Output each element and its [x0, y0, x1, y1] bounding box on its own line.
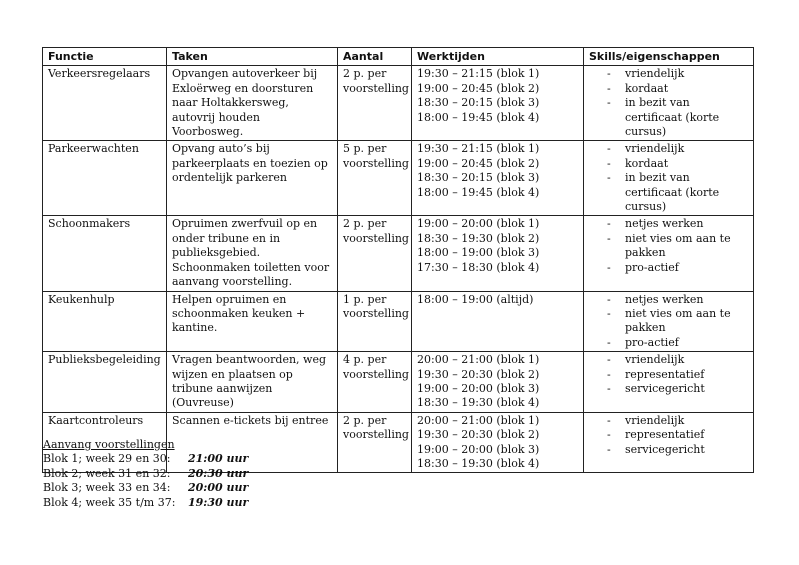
table-body — [43, 66, 754, 473]
aanvang-label: Blok 1; week 29 en 30: — [43, 452, 171, 466]
cell-functie: Verkeersregelaars — [43, 66, 167, 141]
aanvang-item — [43, 496, 248, 510]
werktijd-entry: 19:30 – 20:30 (blok 2) — [417, 428, 540, 442]
skill-item — [589, 353, 749, 367]
werktijd-entry: 18:30 – 20:15 (blok 3) — [417, 171, 540, 185]
header-skills: Skills/eigenschappen — [584, 48, 754, 66]
skills-list — [589, 293, 749, 351]
skill-item — [589, 293, 749, 307]
werktijd-entry: 19:00 – 20:00 (blok 1) — [417, 217, 540, 231]
skill-text: representatief — [625, 428, 705, 442]
skill-text: pro-actief — [625, 335, 679, 349]
schedule-table — [42, 47, 754, 473]
skill-item — [589, 96, 749, 139]
aanvang-item — [43, 452, 248, 466]
cell-functie: Parkeerwachten — [43, 141, 167, 216]
aanvang-label: Blok 2; week 31 en 32: — [43, 466, 171, 480]
skills-list — [589, 142, 749, 214]
dash-bullet-icon: - — [607, 442, 611, 456]
skill-text: vriendelijk — [625, 67, 685, 81]
aanvang-title: Aanvang voorstellingen — [43, 438, 175, 451]
cell-taken: Opvangen autoverkeer bij Exloërweg en doorsturen naar Holtakkersweg, autovrij houden Voorbosweg. — [167, 66, 338, 141]
cell-werktijden — [412, 352, 584, 413]
skill-item — [589, 82, 749, 96]
werktijd-entry: 18:30 – 19:30 (blok 4) — [417, 396, 540, 410]
header-functie: Functie — [43, 48, 167, 66]
skill-text: servicegericht — [625, 381, 705, 395]
dash-bullet-icon: - — [607, 81, 611, 95]
skill-text: niet vies om aan te pakken — [625, 306, 731, 335]
dash-bullet-icon: - — [607, 142, 611, 156]
werktijd-entry: 18:30 – 19:30 (blok 4) — [417, 456, 540, 470]
cell-skills — [584, 216, 754, 291]
skill-item — [589, 368, 749, 382]
header-werktijden: Werktijden — [412, 48, 584, 66]
aanvang-item — [43, 481, 248, 495]
dash-bullet-icon: - — [607, 381, 611, 395]
cell-aantal: 2 p. per voorstelling — [338, 412, 412, 473]
werktijd-entry: 20:00 – 21:00 (blok 1) — [417, 353, 540, 367]
skill-item — [589, 157, 749, 171]
skills-list — [589, 353, 749, 396]
header-taken: Taken — [167, 48, 338, 66]
table-row — [43, 141, 754, 216]
skill-text: in bezit van certificaat (korte cursus) — [625, 171, 720, 214]
skill-text: netjes werken — [625, 292, 704, 306]
table-row — [43, 66, 754, 141]
cell-skills — [584, 291, 754, 352]
skill-item — [589, 382, 749, 396]
cell-skills — [584, 412, 754, 473]
skills-list — [589, 67, 749, 139]
dash-bullet-icon: - — [607, 260, 611, 274]
table-row — [43, 352, 754, 413]
dash-bullet-icon: - — [607, 335, 611, 349]
aanvang-time: 19:30 uur — [188, 495, 249, 509]
cell-aantal: 2 p. per voorstelling — [338, 216, 412, 291]
werktijd-entry: 19:00 – 20:00 (blok 3) — [417, 381, 540, 395]
skill-text: representatief — [625, 367, 705, 381]
skill-item — [589, 171, 749, 214]
cell-aantal: 2 p. per voorstelling — [338, 66, 412, 141]
skill-item — [589, 307, 749, 336]
cell-aantal: 4 p. per voorstelling — [338, 352, 412, 413]
dash-bullet-icon: - — [607, 171, 611, 185]
aanvang-section — [43, 438, 248, 510]
werktijd-entry: 18:30 – 19:30 (blok 2) — [417, 231, 540, 245]
cell-taken: Opruimen zwerfvuil op en onder tribune en in publieksgebied. Schoonmaken toiletten voor aanvang voorstelling. — [167, 216, 338, 291]
werktijd-entry: 17:30 – 18:30 (blok 4) — [417, 260, 540, 274]
werktijd-entry: 18:00 – 19:00 (blok 3) — [417, 246, 540, 260]
skill-text: kordaat — [625, 156, 669, 170]
werktijd-entry: 18:00 – 19:00 (altijd) — [417, 292, 534, 306]
dash-bullet-icon: - — [607, 217, 611, 231]
cell-werktijden — [412, 412, 584, 473]
table-row — [43, 216, 754, 291]
table-header-row — [43, 48, 754, 66]
dash-bullet-icon: - — [607, 367, 611, 381]
skill-text: kordaat — [625, 81, 669, 95]
cell-functie: Keukenhulp — [43, 291, 167, 352]
aanvang-list — [43, 452, 248, 510]
skill-item — [589, 414, 749, 428]
skill-text: in bezit van certificaat (korte cursus) — [625, 96, 720, 139]
dash-bullet-icon: - — [607, 413, 611, 427]
skill-text: pro-actief — [625, 260, 679, 274]
cell-werktijden — [412, 291, 584, 352]
dash-bullet-icon: - — [607, 306, 611, 320]
skill-text: niet vies om aan te pakken — [625, 231, 731, 260]
skill-item — [589, 67, 749, 81]
skill-item — [589, 142, 749, 156]
dash-bullet-icon: - — [607, 353, 611, 367]
cell-functie: Publieksbegeleiding — [43, 352, 167, 413]
werktijd-entry: 18:30 – 20:15 (blok 3) — [417, 96, 540, 110]
cell-taken: Vragen beantwoorden, weg wijzen en plaatsen op tribune aanwijzen (Ouvreuse) — [167, 352, 338, 413]
dash-bullet-icon: - — [607, 96, 611, 110]
werktijd-entry: 19:30 – 20:30 (blok 2) — [417, 367, 540, 381]
cell-skills — [584, 352, 754, 413]
cell-skills — [584, 66, 754, 141]
skill-text: servicegericht — [625, 442, 705, 456]
cell-aantal: 1 p. per voorstelling — [338, 291, 412, 352]
werktijd-entry: 18:00 – 19:45 (blok 4) — [417, 110, 540, 124]
skills-list — [589, 217, 749, 275]
cell-werktijden — [412, 216, 584, 291]
cell-taken: Opvang auto’s bij parkeerplaats en toezien op ordentelijk parkeren — [167, 141, 338, 216]
aanvang-item — [43, 467, 248, 481]
skill-text: vriendelijk — [625, 413, 685, 427]
werktijd-entry: 19:30 – 21:15 (blok 1) — [417, 67, 540, 81]
skills-list — [589, 414, 749, 457]
cell-skills — [584, 141, 754, 216]
table-row — [43, 291, 754, 352]
skill-item — [589, 261, 749, 275]
dash-bullet-icon: - — [607, 156, 611, 170]
cell-taken: Helpen opruimen en schoonmaken keuken + kantine. — [167, 291, 338, 352]
cell-functie: Schoonmakers — [43, 216, 167, 291]
cell-werktijden — [412, 66, 584, 141]
skill-item — [589, 428, 749, 442]
aanvang-label: Blok 4; week 35 t/m 37: — [43, 495, 176, 509]
skill-item — [589, 336, 749, 350]
skill-item — [589, 443, 749, 457]
dash-bullet-icon: - — [607, 67, 611, 81]
dash-bullet-icon: - — [607, 231, 611, 245]
werktijd-entry: 19:30 – 21:15 (blok 1) — [417, 142, 540, 156]
cell-werktijden — [412, 141, 584, 216]
aanvang-label: Blok 3; week 33 en 34: — [43, 481, 171, 495]
cell-taken: Scannen e-tickets bij entree — [167, 412, 338, 473]
skill-item — [589, 217, 749, 231]
aanvang-time: 21:00 uur — [188, 452, 249, 466]
skill-text: vriendelijk — [625, 353, 685, 367]
werktijd-entry: 20:00 – 21:00 (blok 1) — [417, 413, 540, 427]
werktijd-entry: 19:00 – 20:45 (blok 2) — [417, 156, 540, 170]
dash-bullet-icon: - — [607, 428, 611, 442]
cell-aantal: 5 p. per voorstelling — [338, 141, 412, 216]
aanvang-time: 20:00 uur — [188, 481, 249, 495]
aanvang-time: 20:30 uur — [188, 466, 249, 480]
skill-item — [589, 232, 749, 261]
skill-text: vriendelijk — [625, 142, 685, 156]
skill-text: netjes werken — [625, 217, 704, 231]
dash-bullet-icon: - — [607, 292, 611, 306]
werktijd-entry: 19:00 – 20:45 (blok 2) — [417, 81, 540, 95]
werktijd-entry: 19:00 – 20:00 (blok 3) — [417, 442, 540, 456]
werktijd-entry: 18:00 – 19:45 (blok 4) — [417, 185, 540, 199]
header-aantal: Aantal — [338, 48, 412, 66]
cell-functie: Kaartcontroleurs — [43, 412, 167, 473]
